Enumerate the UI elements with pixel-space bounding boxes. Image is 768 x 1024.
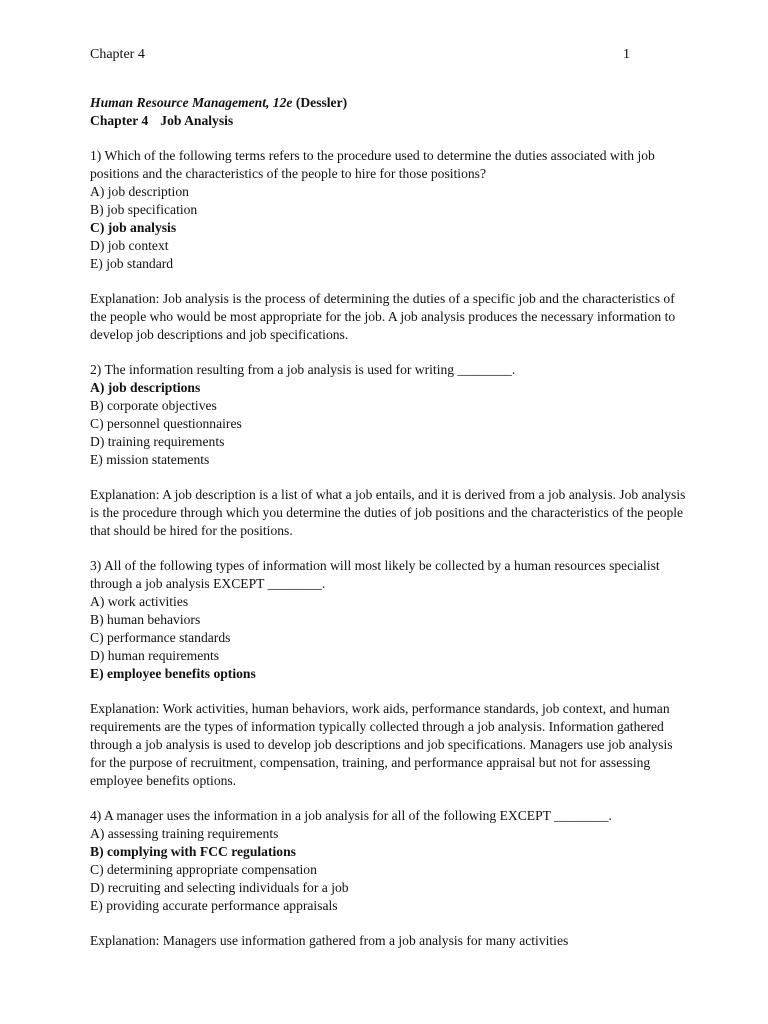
option-a: A) job description (90, 184, 189, 199)
option-a-correct: A) job descriptions (90, 380, 201, 395)
option-c-correct: C) job analysis (90, 220, 177, 235)
question-text: 1) Which of the following terms refers to the procedure used to determine the duties associated with job positions and the characteristics of the people to hire for those positions? (90, 148, 655, 181)
option-e: E) mission statements (90, 452, 210, 467)
question-text: 2) The information resulting from a job analysis is used for writing ________. (90, 362, 516, 377)
option-b: B) human behaviors (90, 612, 201, 627)
option-e: E) providing accurate performance appraisals (90, 898, 338, 913)
option-e-correct: E) employee benefits options (90, 666, 256, 681)
option-c: C) determining appropriate compensation (90, 862, 317, 877)
question-4 (90, 807, 690, 915)
explanation-text: Explanation: A job description is a list of what a job entails, and it is derived from a job analysis. Job analysis is the procedure through which you determine the duties of job positions and the characteristics of the people that should be hired for the positions. (90, 487, 686, 538)
option-c: C) personnel questionnaires (90, 416, 242, 431)
option-b: B) corporate objectives (90, 398, 217, 413)
chapter-label: Chapter 4 (90, 113, 149, 128)
question-3 (90, 557, 690, 683)
option-d: D) job context (90, 238, 169, 253)
document-body (90, 94, 690, 950)
option-b: B) job specification (90, 202, 198, 217)
explanation-4 (90, 932, 690, 950)
chapter-heading (90, 112, 690, 130)
option-b-correct: B) complying with FCC regulations (90, 844, 296, 859)
option-c: C) performance standards (90, 630, 231, 645)
question-text: 4) A manager uses the information in a job analysis for all of the following EXCEPT ________. (90, 808, 612, 823)
question-text: 3) All of the following types of information will most likely be collected by a human resources specialist through a job analysis EXCEPT ________. (90, 558, 660, 591)
option-a: A) assessing training requirements (90, 826, 279, 841)
book-author: (Dessler) (295, 95, 348, 110)
explanation-text: Explanation: Managers use information gathered from a job analysis for many activities (90, 933, 569, 948)
explanation-3 (90, 700, 690, 790)
option-d: D) human requirements (90, 648, 220, 663)
chapter-name: Job Analysis (160, 113, 234, 128)
book-title-italic: Human Resource Management, 12e (90, 95, 293, 110)
explanation-2 (90, 486, 690, 540)
header-chapter: Chapter 4 (90, 47, 145, 62)
explanation-text: Explanation: Work activities, human behaviors, work aids, performance standards, job context, and human requirements are the types of information typically collected through a job analysis. Information gathered through a job analysis is used to develop job descriptions and job specifications. Managers use job analysis for the purpose of recruitment, compensation, training, and performance appraisal but not for assessing employee benefits options. (90, 701, 673, 788)
option-d: D) training requirements (90, 434, 225, 449)
option-a: A) work activities (90, 594, 189, 609)
question-1 (90, 147, 690, 273)
option-e: E) job standard (90, 256, 174, 271)
option-d: D) recruiting and selecting individuals for a job (90, 880, 349, 895)
page-number: 1 (623, 47, 630, 62)
book-title (90, 94, 690, 112)
explanation-1 (90, 290, 690, 344)
page-header (90, 47, 630, 63)
question-2 (90, 361, 690, 469)
explanation-text: Explanation: Job analysis is the process of determining the duties of a specific job and the characteristics of the people who would be most appropriate for the job. A job analysis produces the necessary information to develop job descriptions and job specifications. (90, 291, 676, 342)
